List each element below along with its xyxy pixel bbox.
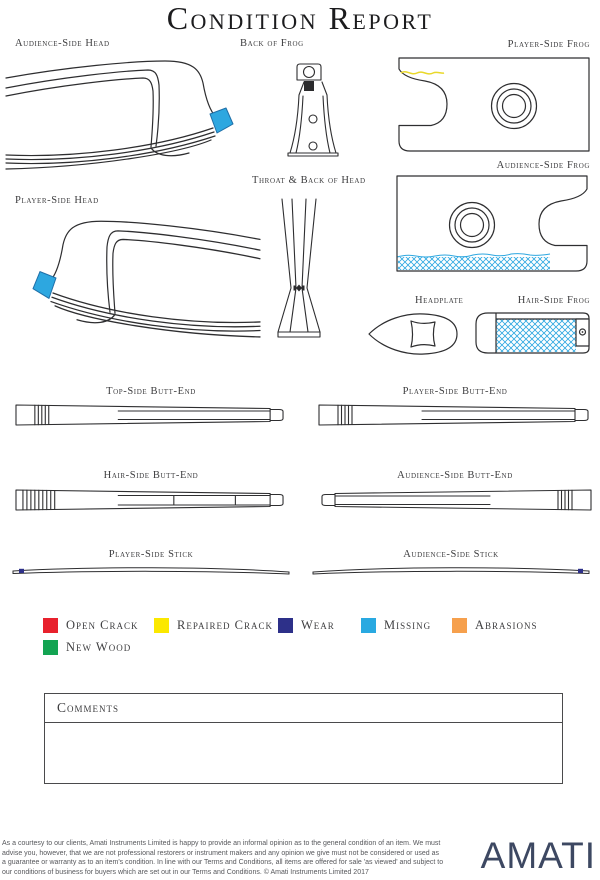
disclaimer-line: our conditions of business for buyers which are set out in our Terms and Conditions. © Amati Instruments Limited 2017	[2, 868, 369, 876]
audience-side-head-diagram	[5, 58, 252, 170]
missing-tip-mark	[33, 272, 56, 299]
missing-tip-mark	[210, 108, 233, 133]
audience-side-frog-diagram	[396, 175, 588, 272]
open-crack-swatch	[43, 618, 58, 633]
repaired-crack-mark	[401, 72, 444, 74]
comments-label: Comments	[57, 700, 120, 715]
new-wood-swatch	[43, 640, 58, 655]
legend-label-new-wood: New Wood	[66, 639, 132, 654]
label-top-side-butt-end: Top-Side Butt-End	[106, 386, 196, 397]
label-hair-side-frog: Hair-Side Frog	[517, 295, 590, 306]
label-player-side-head: Player-Side Head	[15, 195, 99, 206]
label-headplate: Headplate	[415, 295, 464, 306]
label-audience-side-butt-end: Audience-Side Butt-End	[397, 470, 513, 481]
repaired-crack-swatch	[154, 618, 169, 633]
disclaimer-line: As a courtesy to our clients, Amati Instruments Limited is happy to provide an informal opinion as to the general condition of an item. We must	[2, 840, 441, 847]
player-side-head-diagram	[14, 218, 261, 338]
missing-hatch-mark	[496, 319, 576, 352]
missing-swatch	[361, 618, 376, 633]
player-side-butt-end-diagram	[318, 400, 592, 430]
legend-item-repaired-crack	[154, 617, 273, 633]
legend-item-new-wood	[43, 639, 131, 655]
top-side-butt-end-diagram	[15, 400, 287, 430]
audience-side-butt-end-diagram	[318, 485, 592, 515]
headplate-diagram	[368, 310, 460, 358]
hair-side-butt-end-diagram	[15, 485, 287, 515]
comments-input[interactable]	[45, 723, 562, 783]
throat-back-of-head-diagram	[276, 198, 322, 340]
label-audience-side-head: Audience-Side Head	[15, 38, 110, 49]
hair-side-frog-diagram	[475, 312, 590, 354]
page-title: Condition Report	[166, 0, 434, 36]
player-side-stick-diagram	[12, 562, 290, 578]
legend-label-abrasions: Abrasions	[475, 617, 538, 632]
abrasions-swatch	[452, 618, 467, 633]
legend-label-repaired-crack: Repaired Crack	[177, 617, 273, 632]
legend-item-abrasions	[452, 617, 538, 633]
wear-mark	[19, 569, 24, 573]
legend-item-wear	[278, 617, 335, 633]
label-back-of-frog: Back of Frog	[240, 38, 304, 49]
label-player-side-butt-end: Player-Side Butt-End	[402, 386, 508, 397]
wear-mark	[578, 569, 583, 573]
label-audience-side-frog: Audience-Side Frog	[496, 160, 590, 171]
player-side-frog-diagram	[398, 57, 590, 152]
legend-label-open-crack: Open Crack	[66, 617, 139, 632]
disclaimer-line: a guarantee or warranty as to an item's condition. In line with our Terms and Conditions, all items are offered for sale 'as viewed' and subject to	[2, 859, 444, 867]
wear-swatch	[278, 618, 293, 633]
disclaimer-line: advise you, however, that we are not professional restorers or instrument makers and any opinion we give must not be considered or used as	[2, 849, 439, 857]
comments-header	[45, 694, 562, 723]
audience-side-stick-diagram	[312, 562, 590, 578]
label-player-side-stick: Player-Side Stick	[108, 549, 194, 560]
label-player-side-frog: Player-Side Frog	[507, 39, 590, 50]
label-throat-back-of-head: Throat & Back of Head	[252, 175, 366, 186]
comments-box	[44, 693, 563, 784]
amati-logo: AMATI	[480, 835, 596, 876]
back-of-frog-diagram	[278, 62, 348, 157]
legend-label-missing: Missing	[384, 617, 432, 632]
legend-item-missing	[361, 617, 431, 633]
legend-item-open-crack	[43, 617, 139, 633]
label-audience-side-stick: Audience-Side Stick	[403, 549, 499, 560]
missing-hatch-mark	[398, 257, 550, 270]
label-hair-side-butt-end: Hair-Side Butt-End	[103, 470, 199, 481]
disclaimer-text	[2, 839, 452, 877]
legend-label-wear: Wear	[301, 617, 335, 632]
